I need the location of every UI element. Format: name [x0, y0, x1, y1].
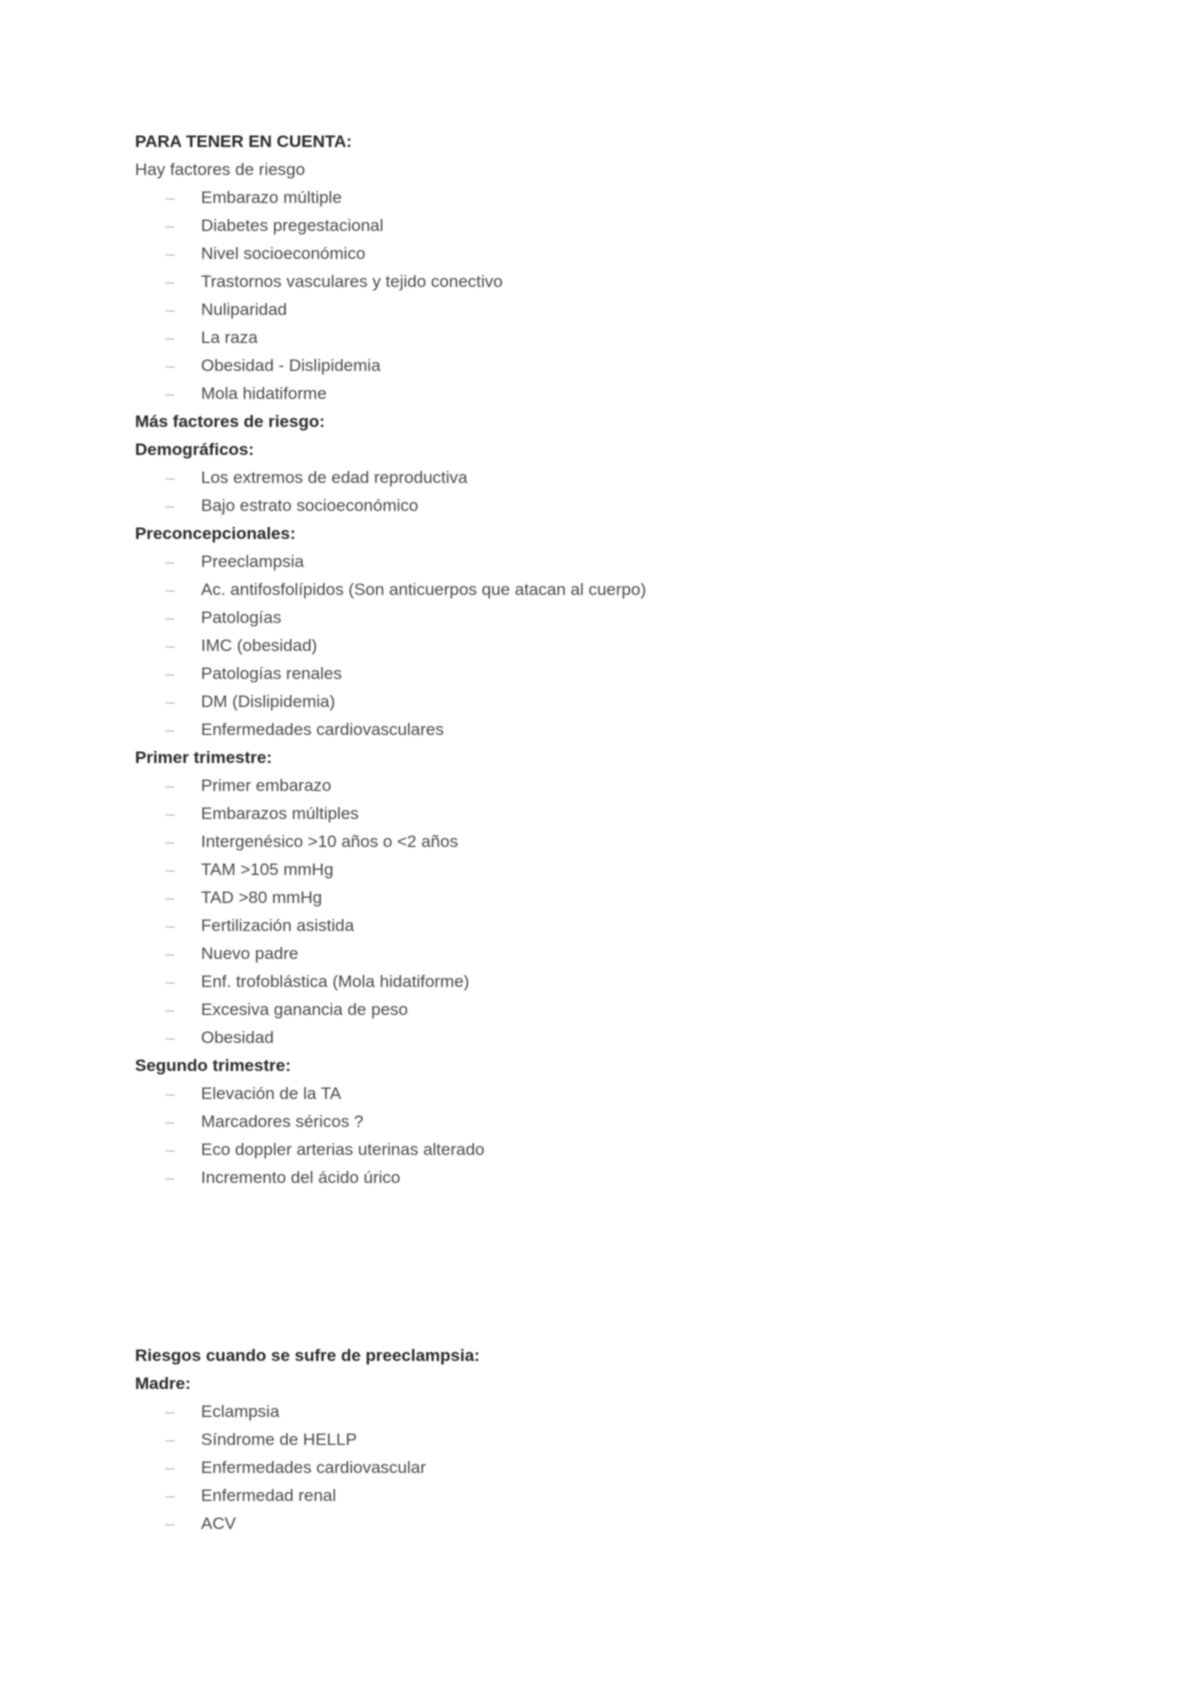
- bullet-item-label: Enfermedades cardiovasculares: [201, 720, 444, 739]
- bullet-dash-icon: –: [165, 1084, 175, 1103]
- bullet-item-label: Diabetes pregestacional: [201, 216, 384, 235]
- bullet-item-label: Embarazo múltiple: [201, 188, 342, 207]
- bullet-dash-icon: –: [165, 216, 175, 235]
- paragraph-line: Hay factores de riesgo: [135, 160, 306, 179]
- bullet-dash-icon: –: [165, 580, 175, 599]
- bullet-list-item: [135, 1024, 1075, 1052]
- bullet-item-label: Incremento del ácido úrico: [201, 1168, 401, 1187]
- bullet-list-item: [135, 324, 1075, 352]
- bullet-list-item: [135, 1426, 1075, 1454]
- bullet-list-item: [135, 576, 1075, 604]
- heading-line: Madre:: [135, 1374, 191, 1393]
- bullet-dash-icon: –: [165, 1028, 175, 1047]
- bullet-item-label: TAD >80 mmHg: [201, 888, 323, 907]
- bullet-list-item: [135, 632, 1075, 660]
- bullet-list-item: [135, 184, 1075, 212]
- bullet-item-label: Elevación de la TA: [201, 1084, 342, 1103]
- bullet-item-label: Enfermedad renal: [201, 1486, 337, 1505]
- bullet-dash-icon: –: [165, 720, 175, 739]
- bullet-list-item: [135, 464, 1075, 492]
- bullet-dash-icon: –: [165, 244, 175, 263]
- bullet-item-label: Eco doppler arterias uterinas alterado: [201, 1140, 485, 1159]
- bullet-dash-icon: –: [165, 776, 175, 795]
- heading-line: Más factores de riesgo:: [135, 412, 325, 431]
- bullet-item-label: Enf. trofoblástica (Mola hidatiforme): [201, 972, 470, 991]
- bullet-dash-icon: –: [165, 188, 175, 207]
- bullet-item-label: Eclampsia: [201, 1402, 280, 1421]
- bullet-list-item: [135, 772, 1075, 800]
- bullet-dash-icon: –: [165, 608, 175, 627]
- bullet-item-label: Excesiva ganancia de peso: [201, 1000, 408, 1019]
- bullet-list-item: [135, 1136, 1075, 1164]
- bullet-list-item: [135, 884, 1075, 912]
- bullet-item-label: Ac. antifosfolípidos (Son anticuerpos que atacan al cuerpo): [201, 580, 647, 599]
- bullet-dash-icon: –: [165, 1486, 175, 1505]
- bullet-dash-icon: –: [165, 272, 175, 291]
- bullet-dash-icon: –: [165, 1140, 175, 1159]
- bullet-list-item: [135, 548, 1075, 576]
- bullet-list-item: [135, 380, 1075, 408]
- bullet-item-label: Trastornos vasculares y tejido conectivo: [201, 272, 503, 291]
- bullet-item-label: Bajo estrato socioeconómico: [201, 496, 419, 515]
- bullet-list-item: [135, 268, 1075, 296]
- bullet-dash-icon: –: [165, 832, 175, 851]
- bullet-item-label: Obesidad: [201, 1028, 274, 1047]
- bullet-list-item: [135, 828, 1075, 856]
- bullet-item-label: Intergenésico >10 años o <2 años: [201, 832, 459, 851]
- bullet-item-label: Obesidad - Dislipidemia: [201, 356, 381, 375]
- bullet-list-item: [135, 716, 1075, 744]
- bullet-dash-icon: –: [165, 944, 175, 963]
- bullet-list-item: [135, 1454, 1075, 1482]
- bullet-dash-icon: –: [165, 300, 175, 319]
- bullet-list-item: [135, 996, 1075, 1024]
- bullet-item-label: DM (Dislipidemia): [201, 692, 336, 711]
- bullet-item-label: Nuliparidad: [201, 300, 287, 319]
- bullet-item-label: Patologías: [201, 608, 282, 627]
- bullet-list-item: [135, 604, 1075, 632]
- bullet-list-item: [135, 212, 1075, 240]
- heading-line: Segundo trimestre:: [135, 1056, 291, 1075]
- bullet-list-item: [135, 940, 1075, 968]
- bullet-list-item: [135, 968, 1075, 996]
- bullet-list-item: [135, 912, 1075, 940]
- bullet-dash-icon: –: [165, 1000, 175, 1019]
- heading-line: Primer trimestre:: [135, 748, 273, 767]
- bullet-list-item: [135, 1398, 1075, 1426]
- bullet-item-label: TAM >105 mmHg: [201, 860, 334, 879]
- bullet-item-label: Marcadores séricos ?: [201, 1112, 364, 1131]
- bullet-dash-icon: –: [165, 1402, 175, 1421]
- bullet-item-label: Los extremos de edad reproductiva: [201, 468, 468, 487]
- bullet-item-label: IMC (obesidad): [201, 636, 318, 655]
- bullet-item-label: La raza: [201, 328, 258, 347]
- bullet-dash-icon: –: [165, 664, 175, 683]
- bullet-dash-icon: –: [165, 972, 175, 991]
- bullet-dash-icon: –: [165, 860, 175, 879]
- bullet-dash-icon: –: [165, 804, 175, 823]
- bullet-list-item: [135, 352, 1075, 380]
- heading-line: PARA TENER EN CUENTA:: [135, 132, 352, 151]
- bullet-dash-icon: –: [165, 1430, 175, 1449]
- bullet-item-label: Primer embarazo: [201, 776, 332, 795]
- heading-line: Demográficos:: [135, 440, 255, 459]
- bullet-list-item: [135, 492, 1075, 520]
- bullet-dash-icon: –: [165, 1168, 175, 1187]
- bullet-list-item: [135, 1482, 1075, 1510]
- bullet-dash-icon: –: [165, 636, 175, 655]
- bullet-dash-icon: –: [165, 496, 175, 515]
- bullet-dash-icon: –: [165, 1514, 175, 1533]
- bullet-dash-icon: –: [165, 356, 175, 375]
- section-gap: [135, 1192, 1075, 1342]
- bullet-list-item: [135, 688, 1075, 716]
- bullet-list-item: [135, 1108, 1075, 1136]
- heading-line: Riesgos cuando se sufre de preeclampsia:: [135, 1346, 480, 1365]
- bullet-item-label: Preeclampsia: [201, 552, 304, 571]
- bullet-list-item: [135, 240, 1075, 268]
- bullet-item-label: ACV: [201, 1514, 236, 1533]
- bullet-dash-icon: –: [165, 384, 175, 403]
- bullet-dash-icon: –: [165, 916, 175, 935]
- bullet-dash-icon: –: [165, 328, 175, 347]
- bullet-list-item: [135, 800, 1075, 828]
- bullet-list-item: [135, 296, 1075, 324]
- bullet-dash-icon: –: [165, 692, 175, 711]
- bullet-item-label: Embarazos múltiples: [201, 804, 359, 823]
- bullet-item-label: Patologías renales: [201, 664, 342, 683]
- heading-line: Preconcepcionales:: [135, 524, 296, 543]
- bullet-item-label: Enfermedades cardiovascular: [201, 1458, 426, 1477]
- bullet-item-label: Mola hidatiforme: [201, 384, 327, 403]
- bullet-item-label: Síndrome de HELLP: [201, 1430, 357, 1449]
- bullet-dash-icon: –: [165, 1458, 175, 1477]
- bullet-item-label: Nivel socioeconómico: [201, 244, 366, 263]
- bullet-dash-icon: –: [165, 552, 175, 571]
- bullet-item-label: Fertilización asistida: [201, 916, 355, 935]
- bullet-list-item: [135, 856, 1075, 884]
- bullet-list-item: [135, 1080, 1075, 1108]
- bullet-dash-icon: –: [165, 888, 175, 907]
- bullet-dash-icon: –: [165, 1112, 175, 1131]
- bullet-dash-icon: –: [165, 468, 175, 487]
- bullet-item-label: Nuevo padre: [201, 944, 299, 963]
- bullet-list-item: [135, 660, 1075, 688]
- bullet-list-item: [135, 1510, 1075, 1538]
- bullet-list-item: [135, 1164, 1075, 1192]
- document-content: [135, 128, 1075, 1538]
